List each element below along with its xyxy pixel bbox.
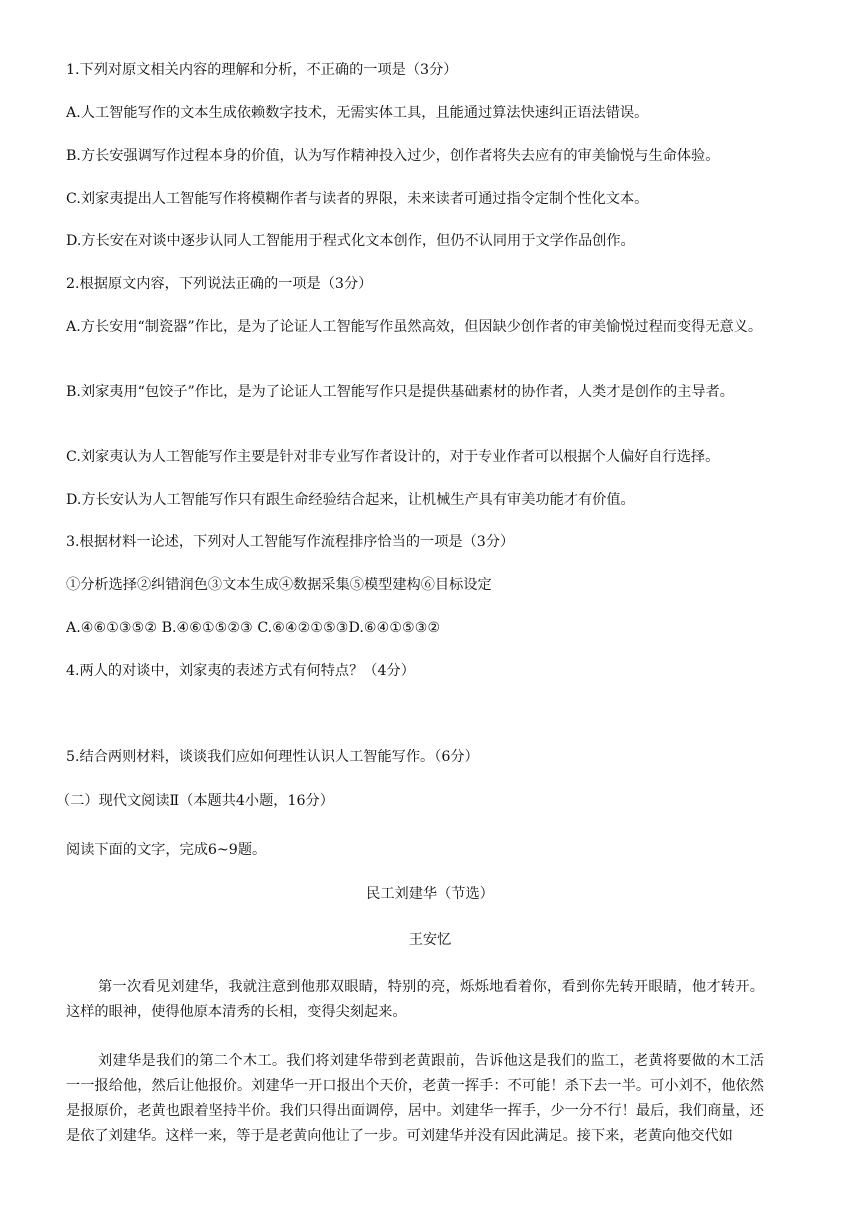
q2-stem: 2.根据原文内容，下列说法正确的一项是（3分） <box>66 276 373 292</box>
section2-instruction: 阅读下面的文字，完成6~9题。 <box>66 842 267 858</box>
q1-option-d: D.方长安在对谈中逐步认同人工智能用于程式化文本创作，但仍不认同用于文学作品创作。 <box>66 233 635 249</box>
q5-stem: 5.结合两则材料，谈谈我们应如何理性认识人工智能写作。（6分） <box>66 749 479 765</box>
passage-paragraph-2: 刘建华是我们的第二个木工。我们将刘建华带到老黄跟前，告诉他这是我们的监工，老黄将要做的木工活一一报给他，然后让他报价。刘建华一开口报出个天价，老黄一挥手：不可能！杀下去一半。可小刘不，他依然是报原价，老黄也跟着坚持半价。我们只得出面调停，居中。刘建华一挥手，少一分不行！最后，我们商量，还是依了刘建华。这样一来，等于是老黄向他让了一步。可刘建华并没有因此满足。接下来，老黄向他交代如 <box>66 1053 764 1144</box>
q1-stem: 1.下列对原文相关内容的理解和分析，不正确的一项是（3分） <box>66 62 458 78</box>
q1-option-c: C.刘家夷提出人工智能写作将模糊作者与读者的界限，未来读者可通过指令定制个性化文本。 <box>66 191 649 207</box>
q3-options: A.④⑥①③⑤② B.④⑥①⑤②③ C.⑥④②①⑤③D.⑥④①⑤③② <box>66 620 441 636</box>
q2-option-c: C.刘家夷认为人工智能写作主要是针对非专业写作者设计的，对于专业作者可以根据个人偏好自行选择。 <box>66 449 720 465</box>
q1-option-a: A.人工智能写作的文本生成依赖数字技术，无需实体工具，且能通过算法快速纠正语法错误。 <box>66 105 649 121</box>
q3-stem: 3.根据材料一论述，下列对人工智能写作流程排序恰当的一项是（3分） <box>66 534 515 550</box>
passage-title: 民工刘建华（节选） <box>366 886 494 902</box>
q2-option-a: A.方长安用“制瓷器”作比，是为了论证人工智能写作虽然高效，但因缺少创作者的审美愉悦过程而变得无意义。 <box>66 319 763 335</box>
passage-author: 王安忆 <box>408 932 452 948</box>
q4-stem: 4.两人的对谈中，刘家夷的表述方式有何特点？（4分） <box>66 663 415 679</box>
q1-option-b: B.方长安强调写作过程本身的价值，认为写作精神投入过少，创作者将失去应有的审美愉悦与生命体验。 <box>66 148 720 164</box>
q2-option-d: D.方长安认为人工智能写作只有跟生命经验结合起来，让机械生产具有审美功能才有价值。 <box>66 492 635 508</box>
section2-heading: （二）现代文阅读Ⅱ（本题共4小题，16分） <box>56 793 334 809</box>
q2-option-b: B.刘家夷用“包饺子”作比，是为了论证人工智能写作只是提供基础素材的协作者，人类才是创作的主导者。 <box>66 384 734 400</box>
passage-paragraph-1: 第一次看见刘建华，我就注意到他那双眼睛，特别的亮，烁烁地看着你，看到你先转开眼睛，他才转开。这样的眼神，使得他原本清秀的长相，变得尖刻起来。 <box>66 979 764 1020</box>
q3-steps: ①分析选择②纠错润色③文本生成④数据采集⑤模型建构⑥目标设定 <box>66 577 492 593</box>
